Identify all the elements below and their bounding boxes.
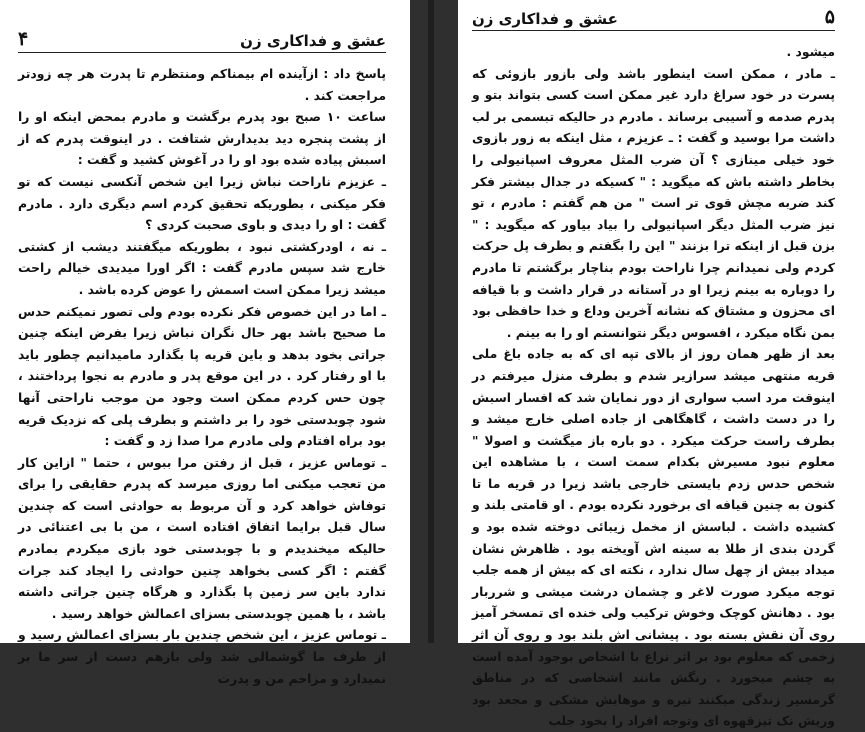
paragraph: پاسخ داد : ازآینده ام بیمناکم ومنتظرم تا پدرت هر چه زودتر مراجعت کند .	[18, 66, 386, 103]
paragraph: میشود .	[786, 44, 835, 59]
page-number: ۵	[824, 6, 835, 28]
page-number: ۴	[18, 28, 29, 50]
paragraph: ـ اما در این خصوص فکر نکرده بودم ولی تصور نمیکنم حدس ما صحیح باشد بهر حال نگران نباش زیرا بفرض اینکه چنین جراتی بخود بدهد و باین قریه پا بگذارد مامیدانیم چطور باید با او رفتار کرد . در این موقع پدر و مادرم به نجوا پرداختند ، چون حس کردم ممکن است وجود من موجب ناراحتی آنها شود چوبدستی خود را بر داشتم و بطرف پلی که نزدیک قریه بود براه افتادم ولی مادرم مرا صدا زد و گفت :	[18, 303, 386, 449]
paragraph: ساعت ۱۰ صبح بود پدرم برگشت و مادرم بمحض اینکه او را از پشت پنجره دید بدیدارش شتافت . در اینوقت پدرم که از اسبش پیاده شده بود او را در آغوش کشید و گفت :	[18, 109, 387, 168]
page-body	[18, 63, 386, 689]
page-body	[472, 41, 835, 732]
page-header	[472, 6, 835, 31]
book-binding	[428, 0, 434, 643]
paragraph: ـ عزیزم ناراحت نباش زیرا این شخص آنکسی نیست که تو فکر میکنی ، بطوریکه تحقیق کردم اسم دیگری دارد . مادرم گفت : او را دیدی و باوی صحبت کردی ؟	[18, 173, 386, 233]
paragraph: ـ توماس عزیز ، این شخص چندین بار بسزای اعمالش رسید و از طرف ما گوشمالی شد ولی بازهم دست از سر ما بر نمیدارد و مزاحم من و پدرت	[18, 627, 386, 686]
page-header	[18, 28, 386, 53]
running-title: عشق و فداکاری زن	[240, 32, 386, 50]
paragraph: بعد از ظهر همان روز از بالای تپه ای که به جاده باغ ملی قریه منتهی میشد سرازیر شدم و بطرف منزل میرفتم در اینوقت مرد اسب سواری از دور نمایان شد که افسار اسبش را در دست داشت ، گاهگاهی از جاده اصلی خارج میشد و بطرف راست حرکت میکرد . دو باره باز میگشت و اصولا " معلوم نبود مسیرش بکدام سمت است ، با مشاهده این شخص حدس زدم بایستی خارجی باشد زیرا در قریه ما تا کنون به چنین قیافه ای برخورد نکرده بودم . او قامتی بلند و کشیده داشت . لباسش از مخمل زیبائی دوخته شده بود و گردن بندی از طلا به سینه اش آویخته بود . ظاهرش نشان میداد بیش از چهل سال ندارد ، نکته ای که بیش از همه جلب توجه میکرد صورت لاغر و چشمان درشت میشی و شرربار بود . دهانش کوچک وخوش ترکیب ولی خنده ای تمسخر آمیز روی آن نقش بسته بود . پیشانی اش بلند بود و روی آن اثر زخمی که معلوم بود بر اثر نزاع با اشخاص بوجود آمده است به چشم میخورد . رنگش مانند اشخاصی که در مناطق گرمسیر زندگی میکنند تیره و موهایش مشکی و مجعد بود وریش نک تیزقهوه ای وتوجه افراد را بخود جلب	[472, 346, 835, 729]
paragraph: ـ نه ، اودرکشتی نبود ، بطوریکه میگفتند دیشب از کشتی خارج شد سپس مادرم گفت : اگر اورا میدیدی خیالم راحت میشد زیرا ممکن است اسمش را عوض کرده باشد .	[18, 238, 386, 297]
right-page	[458, 0, 865, 729]
left-page	[0, 0, 410, 686]
paragraph: ـ توماس عزیز ، قبل از رفتن مرا ببوس ، حتما " ازاین کار من تعجب میکنی اما روزی میرسد که پدرم حقایقی را برای توفاش خواهد کرد و آن مربوط به حوادثی است که چندین سال قبل برایما اتفاق افتاده است ، من با بی اعتنائی در حالیکه میخندیدم و با چوبدستی خود بازی میکردم بمادرم گفتم : اگر کسی بخواهد چنین حوادثی را ایجاد کند جرات ندارد باین سر زمین پا بگذارد و هرگاه چنین جراتی داشته باشد ، با همین چوبدستی بسزای اعمالش خواهد رسید .	[18, 454, 386, 621]
paragraph: ـ مادر ، ممکن است اینطور باشد ولی بازور بازوئی که پسرت در خود سراغ دارد غیر ممکن است کسی بتواند بتو و پدرم صدمه و آسیبی برساند . مادرم در حالیکه تبسمی بر لب داشت مرا بوسید و گفت : ـ عزیزم ، مثل اینکه به زور بازوی خود خیلی مینازی ؟ آن ضرب المثل معروف اسپانیولی را بخاطر داشته باش که میگوید : " کسیکه در جدال بیشتر فکر کند ضربه مچش قوی تر است " من هم گفتم : مادرم ، تو نیز ضرب المثل دیگر اسپانیولی را بیاد بیاور که میگوید : " بزن قبل از اینکه ترا بزنند " این را بگفتم و بطرف پل حرکت کردم ولی نمیدانم چرا ناراحت بودم بناچار برگشتم تا مادرم را دوباره به بینم زیرا او در آستانه در قرار داشت و با قیافه ای محزون و مشتاق که نشانه آخرین وداع و خدا حافظی بود بمن نگاه میکرد ، افسوس دیگر نتوانستم او را به بینم .	[472, 65, 835, 340]
running-title: عشق و فداکاری زن	[472, 10, 618, 28]
